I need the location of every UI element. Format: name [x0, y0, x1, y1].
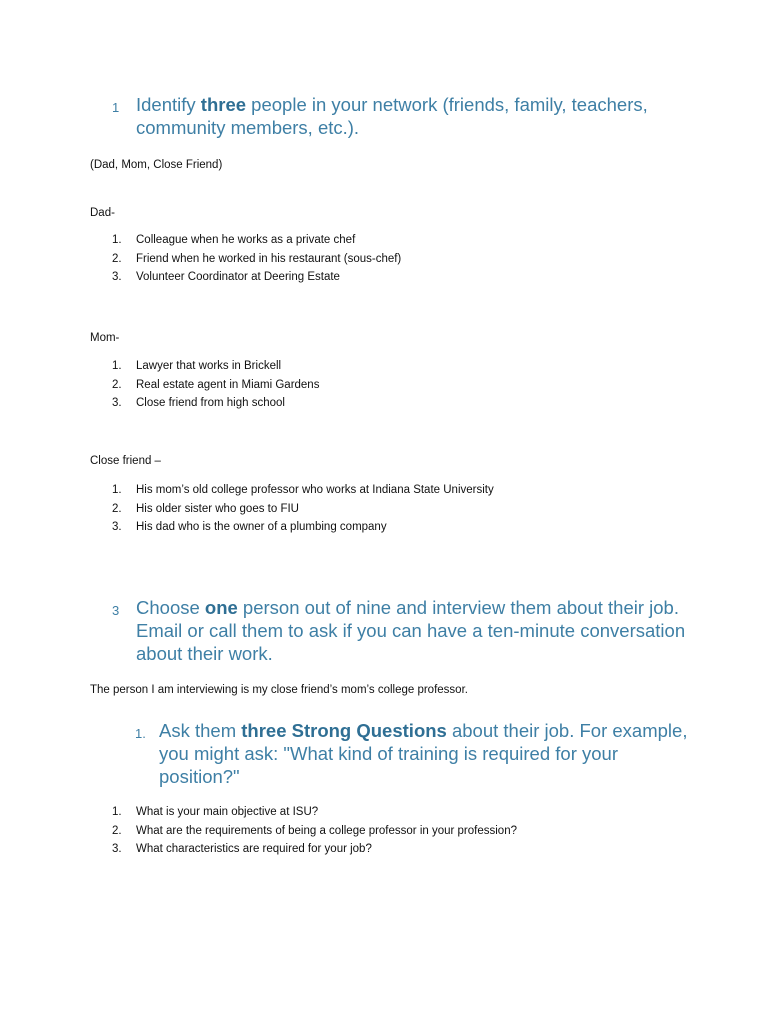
list-item [90, 394, 319, 413]
list-text: Lawyer that works in Brickell [136, 360, 282, 372]
list-text: Colleague when he works as a private chef [136, 234, 356, 246]
list-item [90, 518, 494, 537]
close-friend-label: Close friend – [90, 455, 161, 467]
list-text: What are the requirements of being a college professor in your profession? [136, 824, 517, 837]
section-3-text [136, 596, 712, 665]
list-item [90, 481, 494, 500]
questions-pre: Ask them [159, 720, 242, 741]
list-number: 1. [112, 234, 122, 246]
list-text: Real estate agent in Miami Gardens [136, 378, 320, 391]
section-3-number: 3 [112, 603, 120, 618]
questions-post: about their job. For example, you might ask: "What kind of training is required for your position?" [159, 720, 688, 787]
list-text: His mom’s old college professor who works at Indiana State University [136, 484, 494, 496]
list-item [90, 231, 401, 250]
section-1-number: 1 [112, 100, 120, 115]
section-3-post: person out of nine and interview them about their job. Email or call them to ask if you can have a ten-minute conversation about their work. [136, 597, 686, 664]
close-friend-list [90, 481, 494, 537]
section-1-emphasis: three [200, 94, 247, 115]
dad-label: Dad- [90, 207, 115, 219]
list-item [90, 803, 517, 822]
list-number: 2. [112, 824, 122, 837]
mom-label: Mom- [90, 332, 120, 344]
questions-heading [135, 719, 695, 788]
section-1-post: people in your network (friends, family, teachers, community members, etc.). [136, 94, 648, 138]
section-3-heading [112, 596, 712, 665]
list-number: 3. [112, 397, 122, 409]
list-number: 1. [112, 806, 122, 818]
questions-text [159, 719, 695, 788]
list-text: What characteristics are required for your job? [136, 843, 372, 855]
section-1-text [136, 93, 712, 139]
list-item [90, 268, 401, 287]
list-item [90, 840, 517, 859]
section-1-pre: Identify [136, 94, 201, 115]
list-number: 1. [112, 360, 122, 372]
list-item [90, 250, 401, 269]
dad-list [90, 231, 401, 287]
list-item [90, 822, 517, 841]
list-item [90, 376, 319, 395]
list-text: What is your main objective at ISU? [136, 806, 319, 818]
questions-list [90, 803, 517, 859]
list-number: 2. [112, 378, 122, 391]
list-item [90, 500, 494, 519]
questions-number: 1. [135, 726, 146, 741]
list-text: His older sister who goes to FIU [136, 502, 299, 515]
people-summary: (Dad, Mom, Close Friend) [90, 159, 223, 171]
list-text: Friend when he worked in his restaurant (sous-chef) [136, 252, 402, 265]
list-text: Close friend from high school [136, 397, 285, 409]
section-3-emphasis: one [204, 597, 238, 618]
list-number: 2. [112, 252, 122, 265]
list-number: 3. [112, 271, 122, 283]
section-3-pre: Choose [136, 597, 205, 618]
list-item [90, 357, 319, 376]
mom-list [90, 357, 319, 413]
list-number: 3. [112, 521, 122, 533]
list-text: Volunteer Coordinator at Deering Estate [136, 271, 340, 283]
list-text: His dad who is the owner of a plumbing company [136, 521, 387, 533]
questions-emphasis: three Strong Questions [241, 720, 447, 741]
list-number: 2. [112, 502, 122, 515]
section-1-heading [112, 93, 712, 139]
list-number: 1. [112, 484, 122, 496]
interviewee-statement: The person I am interviewing is my close friend’s mom’s college professor. [90, 684, 468, 696]
list-number: 3. [112, 843, 122, 855]
